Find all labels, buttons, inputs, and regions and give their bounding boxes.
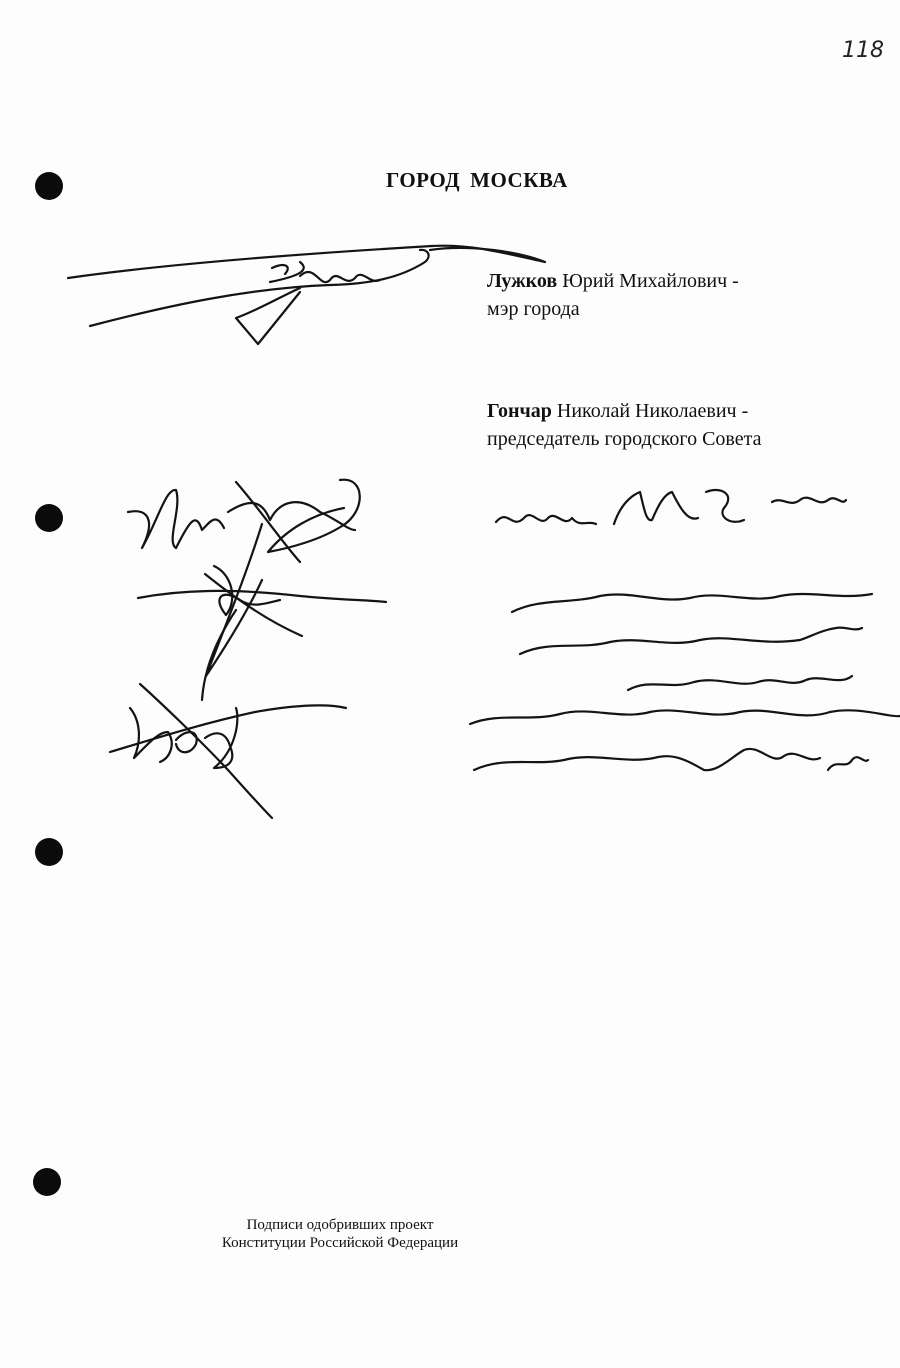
title-word-city: ГОРОД [386,168,461,192]
signatory-2-names: Николай Николаевич - [556,400,749,422]
signature-goncha [128,480,386,700]
signatory-1-names: Юрий Михайлович - [562,270,739,292]
page-number: 118 [842,38,884,63]
footer-caption [180,1216,500,1252]
signature-luzhkov [68,246,545,344]
signature-third [110,684,346,818]
signatory-2-surname: Гончар [487,400,552,422]
signatory-1-surname: Лужков [487,270,558,292]
signatory-2-position: председатель городского Совета [487,428,762,450]
signatory-1-position: мэр города [487,298,580,320]
title-word-moscow: МОСКВА [470,168,568,192]
handwritten-notes [470,490,900,770]
footer-line-2: Конституции Российской Федерации [221,1235,459,1251]
footer-line-1: Подписи одобривших проект [246,1217,434,1233]
